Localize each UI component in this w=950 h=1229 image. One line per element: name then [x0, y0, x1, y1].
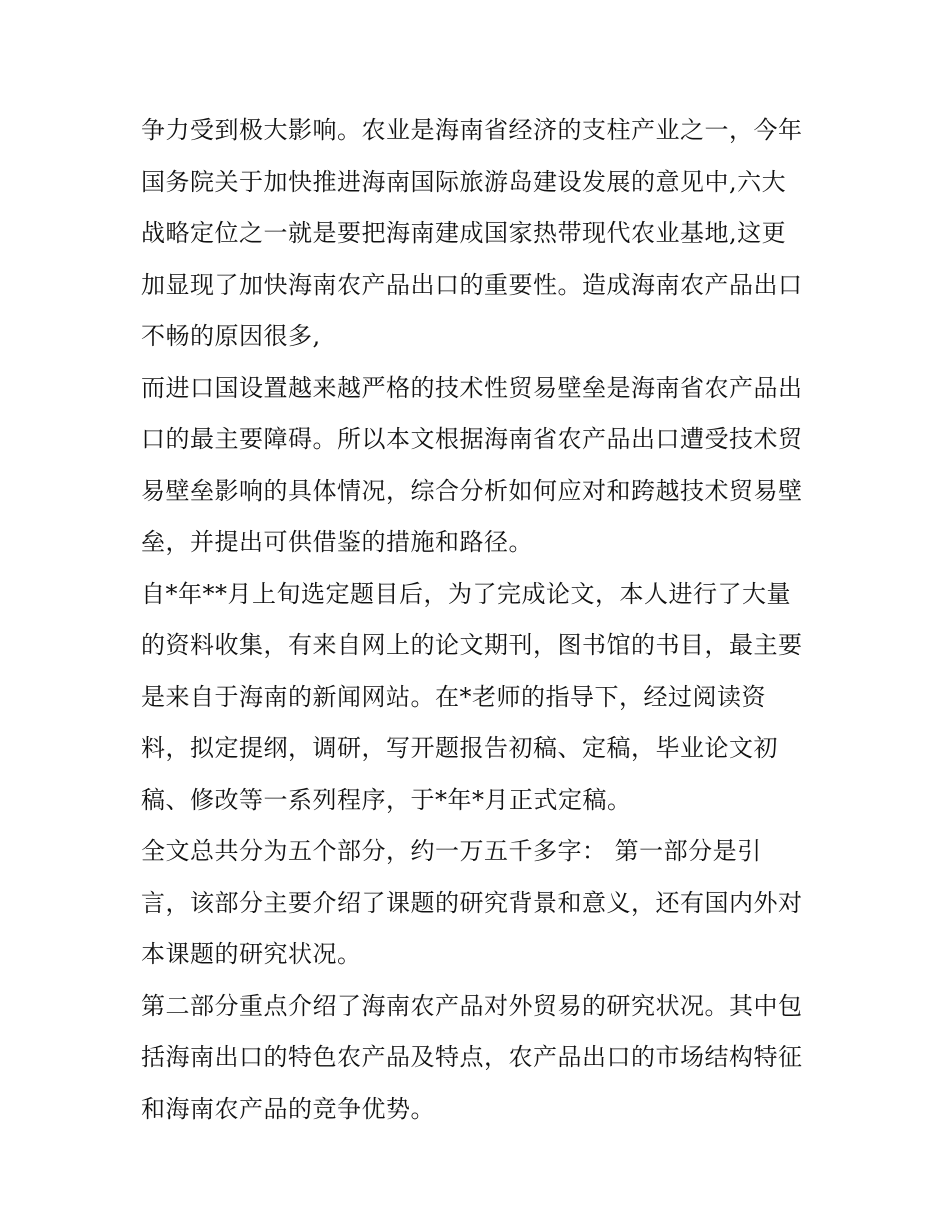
paragraph-2 [141, 363, 821, 569]
text-line: 加显现了加快海南农产品出口的重要性。造成海南农产品出口 [141, 270, 803, 299]
text-line: 易壁垒影响的具体情况，综合分析如何应对和跨越技术贸易壁 [141, 476, 803, 505]
text-line: 本课题的研究状况。 [141, 940, 362, 968]
text-line: 全文总共分为五个部分，约一万五千多字： 第一部分是引 [141, 837, 762, 865]
text-line: 而进口国设置越来越严格的技术性贸易壁垒是海南省农产品出 [141, 373, 803, 402]
text-line: 是来自于海南的新闻网站。在*老师的指导下，经过阅读资 [141, 682, 766, 711]
paragraph-5 [141, 981, 821, 1136]
text-line: 争力受到极大影响。农业是海南省经济的支柱产业之一，今年 [141, 116, 803, 144]
paragraph-3 [141, 569, 821, 827]
text-line: 第二部分重点介绍了海南农产品对外贸易的研究状况。其中包 [141, 991, 803, 1020]
text-line: 国务院关于加快推进海南国际旅游岛建设发展的意见中,六大 [141, 167, 787, 196]
text-line: 的资料收集，有来自网上的论文期刊，图书馆的书目，最主要 [141, 631, 803, 659]
text-line: 口的最主要障碍。所以本文根据海南省农产品出口遭受技术贸 [141, 425, 803, 453]
text-line: 不畅的原因很多, [141, 322, 321, 350]
paragraph-1 [141, 105, 821, 363]
paragraph-4 [141, 826, 821, 981]
text-line: 和海南农产品的竞争优势。 [141, 1094, 435, 1123]
text-line: 料，拟定提纲，调研，写开题报告初稿、定稿，毕业论文初 [141, 734, 778, 762]
text-line: 言，该部分主要介绍了课题的研究背景和意义，还有国内外对 [141, 888, 803, 917]
text-line: 稿、修改等一系列程序，于*年*月正式定稿。 [141, 785, 632, 814]
text-line: 垒，并提出可供借鉴的措施和路径。 [141, 528, 533, 556]
text-line: 括海南出口的特色农产品及特点，农产品出口的市场结构特征 [141, 1043, 803, 1071]
text-line: 战略定位之一就是要把海南建成国家热带现代农业基地,这更 [141, 219, 787, 247]
text-line: 自*年**月上旬选定题目后，为了完成论文，本人进行了大量 [141, 579, 791, 608]
document-body [141, 105, 821, 1135]
